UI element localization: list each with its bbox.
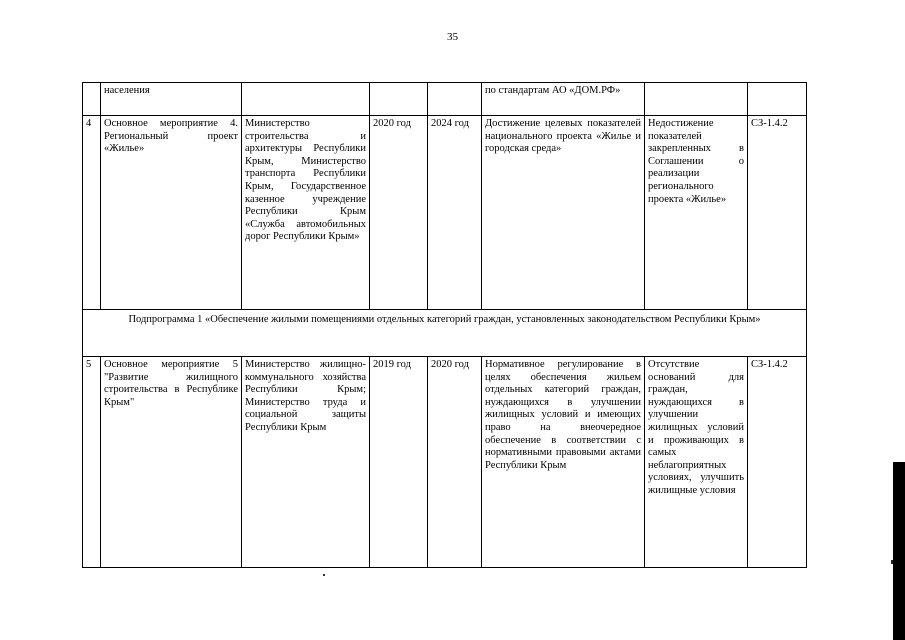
scan-edge-mark	[893, 462, 905, 640]
scan-speck	[323, 574, 325, 576]
table-row	[83, 116, 807, 310]
cell-result: Нормативное регулирование в целях обеспечения жильем отдельных категорий граждан, нуждающихся в улучшении жилищных условий и имеющих право на внеочередное обеспечение в соответствии с нормативными правовыми актами Республики Крым	[482, 357, 645, 568]
subprogram-heading: Подпрограмма 1 «Обеспечение жилыми помещениями отдельных категорий граждан, установленных законодательством Республики Крым»	[83, 310, 807, 357]
cell-link: СЗ-1.4.2	[748, 116, 807, 310]
cell-result: по стандартам АО «ДОМ.РФ»	[482, 83, 645, 116]
cell-num: 4	[83, 116, 101, 310]
page-number: 35	[447, 31, 458, 43]
cell-consequence: Недостижение показателей закрепленных в Соглашении о реализации регионального проекта «Жилье»	[645, 116, 748, 310]
cell-consequence: Отсутствие оснований для граждан, нуждающихся в улучшении жилищных условий и проживающих в самых неблагоприятных условиях, улучшить жилищные условия	[645, 357, 748, 568]
cell-end	[428, 83, 482, 116]
cell-executor: Министерство жилищно-коммунального хозяйства Республики Крым; Министерство труда и социальной защиты Республики Крым	[242, 357, 370, 568]
cell-measure: населения	[101, 83, 242, 116]
cell-start: 2019 год	[370, 357, 428, 568]
scan-speck	[891, 560, 893, 564]
cell-end: 2024 год	[428, 116, 482, 310]
cell-measure: Основное мероприятие 5 "Развитие жилищного строительства в Республике Крым"	[101, 357, 242, 568]
cell-end: 2020 год	[428, 357, 482, 568]
table-row	[83, 83, 807, 116]
cell-consequence	[645, 83, 748, 116]
cell-link: СЗ-1.4.2	[748, 357, 807, 568]
cell-executor	[242, 83, 370, 116]
cell-num	[83, 83, 101, 116]
subprogram-row	[83, 310, 807, 357]
cell-measure: Основное мероприятие 4. Региональный проект «Жилье»	[101, 116, 242, 310]
cell-start: 2020 год	[370, 116, 428, 310]
cell-start	[370, 83, 428, 116]
measures-table	[82, 82, 807, 568]
cell-executor: Министерство строительства и архитектуры Республики Крым, Министерство транспорта Республики Крым, Государственное казенное учреждение Республики Крым «Служба автомобильных дорог Республики Крым»	[242, 116, 370, 310]
cell-result: Достижение целевых показателей национального проекта «Жилье и городская среда»	[482, 116, 645, 310]
cell-num: 5	[83, 357, 101, 568]
table-row	[83, 357, 807, 568]
cell-link	[748, 83, 807, 116]
